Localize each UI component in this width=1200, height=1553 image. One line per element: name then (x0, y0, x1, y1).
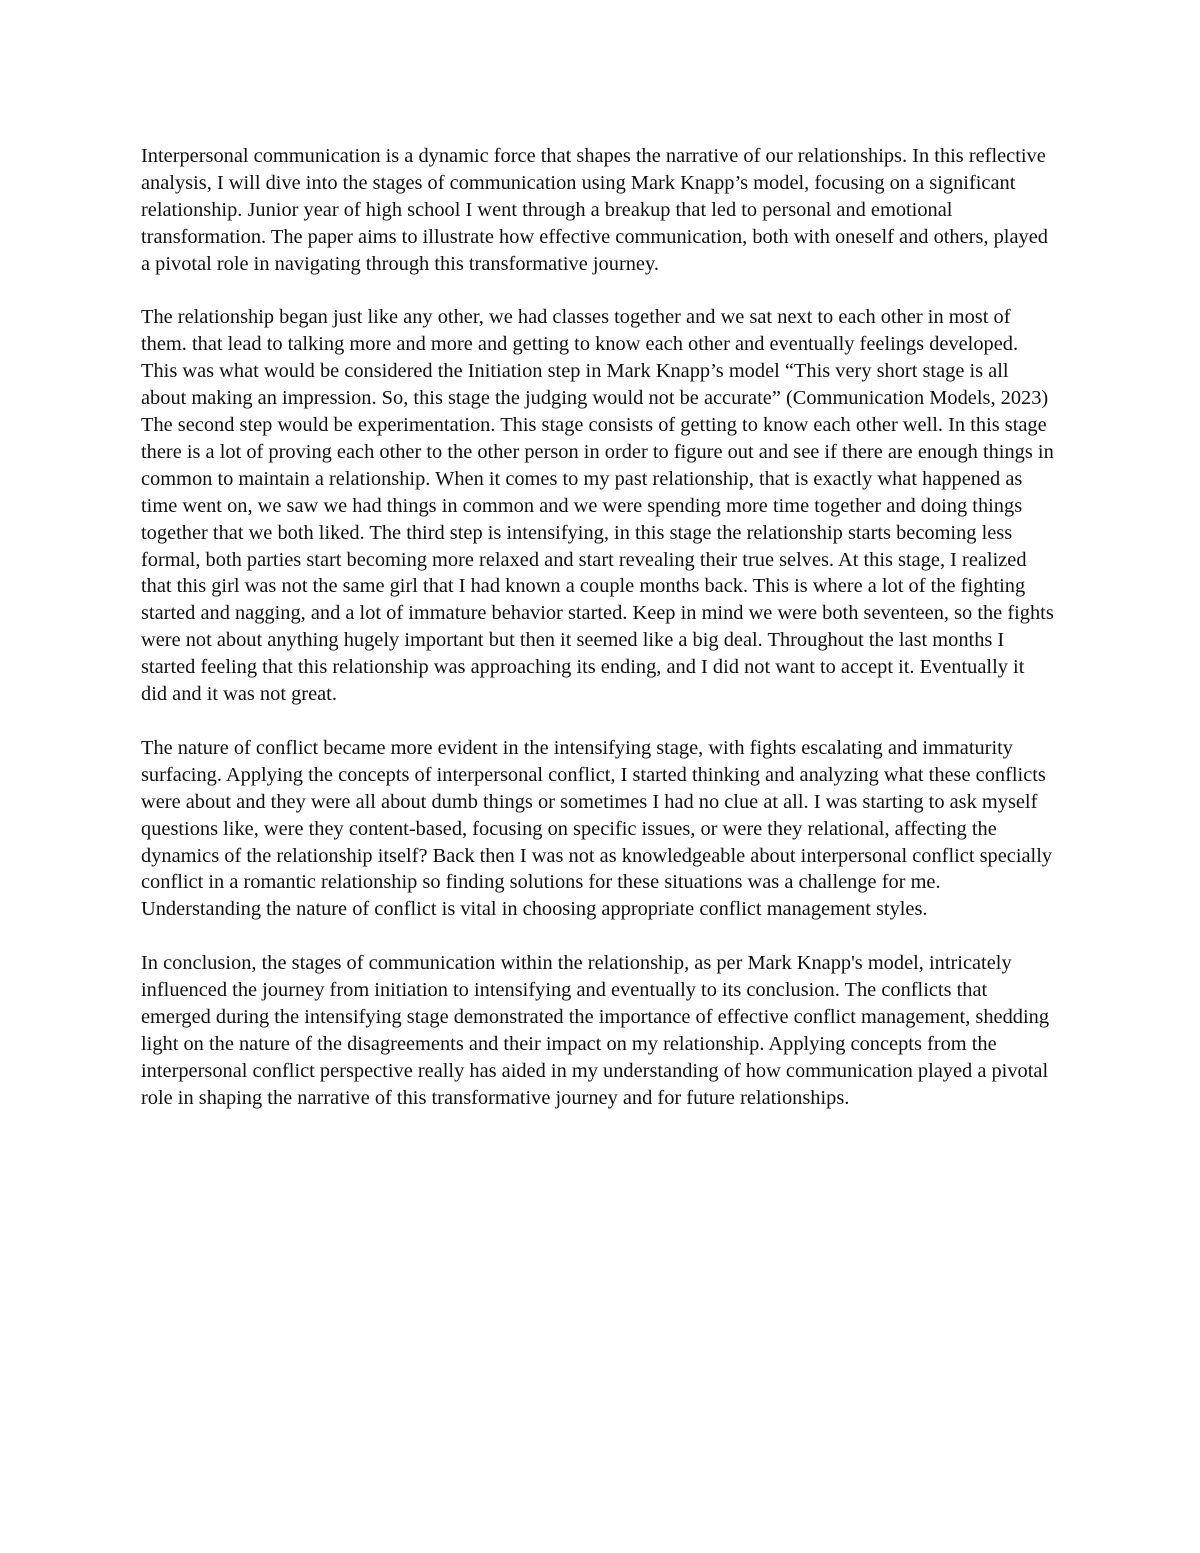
paragraph-conclusion: In conclusion, the stages of communication within the relationship, as per Mark Knapp's model, intricately influenced the journey from initiation to intensifying and eventually to its conclusion. The conflicts that emerged during the intensifying stage demonstrated the importance of effective conflict management, shedding light on the nature of the disagreements and their impact on my relationship. Applying concepts from the interpersonal conflict perspective really has aided in my understanding of how communication played a pivotal role in shaping the narrative of this transformative journey and for future relationships. (141, 952, 1050, 1109)
paragraph-introduction: Interpersonal communication is a dynamic force that shapes the narrative of our relationships. In this reflective analysis, I will dive into the stages of communication using Mark Knapp’s model, focusing on a significant relationship. Junior year of high school I went through a breakup that led to personal and emotional transformation. The paper aims to illustrate how effective communication, both with oneself and others, played a pivotal role in navigating through this transformative journey. (141, 145, 1048, 275)
paragraph-initiation-stage: The relationship began just like any other, we had classes together and we sat next to each other in most of them. that lead to talking more and more and getting to know each other and eventually feelings developed. This was what would be considered the Initiation step in Mark Knapp’s model “This very short stage is all about making an impression. So, this stage the judging would not be accurate” (Communication Models, 2023) (141, 306, 1049, 410)
document-body (141, 143, 1055, 1112)
paragraph-experimentation-intensifying: The second step would be experimentation. This stage consists of getting to know each other well. In this stage there is a lot of proving each other to the other person in order to figure out and see if there are enough things in common to maintain a relationship. When it comes to my past relationship, that is exactly what happened as time went on, we saw we had things in common and we were spending more time together and doing things together that we both liked. The third step is intensifying, in this stage the relationship starts becoming less formal, both parties start becoming more relaxed and start revealing their true selves. At this stage, I realized that this girl was not the same girl that I had known a couple months back. This is where a lot of the fighting started and nagging, and a lot of immature behavior started. Keep in mind we were both seventeen, so the fights were not about anything hugely important but then it seemed like a big deal. Throughout the last months I started feeling that this relationship was approaching its ending, and I did not want to accept it. Eventually it did and it was not great. (141, 414, 1054, 706)
paragraph-nature-of-conflict: The nature of conflict became more evident in the intensifying stage, with fights escalating and immaturity surfacing. Applying the concepts of interpersonal conflict, I started thinking and analyzing what these conflicts were about and they were all about dumb things or sometimes I had no clue at all. I was starting to ask myself questions like, were they content-based, focusing on specific issues, or were they relational, affecting the dynamics of the relationship itself? Back then I was not as knowledgeable about interpersonal conflict specially conflict in a romantic relationship so finding solutions for these situations was a challenge for me. Understanding the nature of conflict is vital in choosing appropriate conflict management styles. (141, 736, 1053, 921)
